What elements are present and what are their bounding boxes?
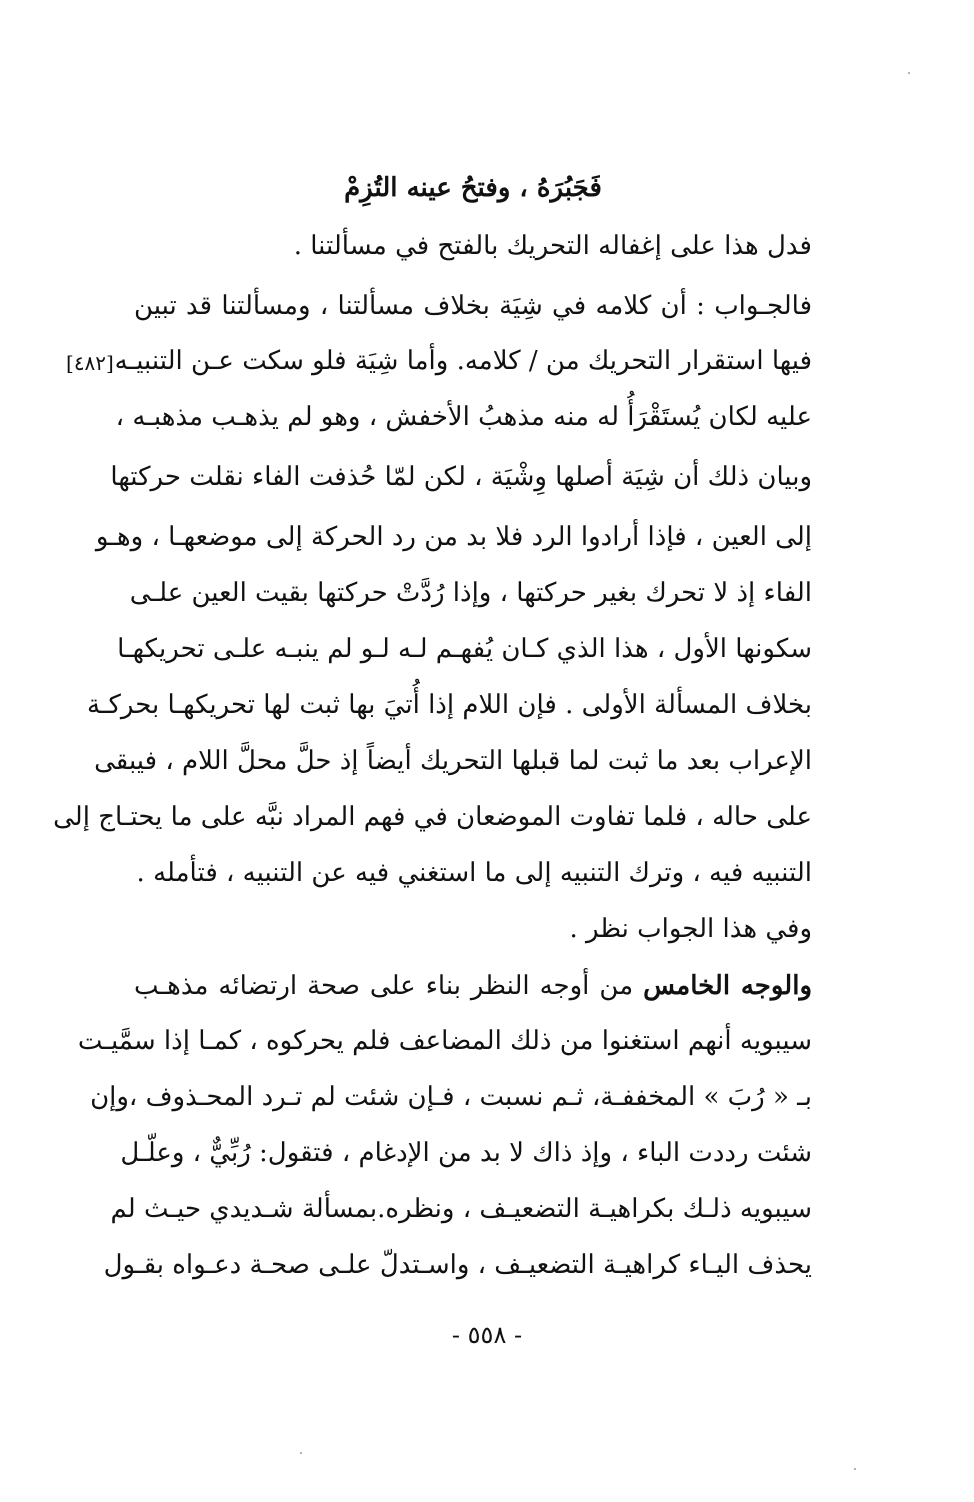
scan-speck [300,1452,302,1454]
text-line-17: شئت رددت الباء ، وإذ ذاك لا بد من الإدغام ، فتقول: رُبِّيٌّ ، وعلّـل [120,1138,812,1168]
text-line-6: إلى العين ، فإذا أرادوا الرد فلا بد من رد الحركة إلى موضعهـا ، وهـو [95,522,812,552]
text-line-1: فدل هذا على إغفاله التحريك بالفتح في مسألتنا . [293,231,812,261]
margin-page-reference: [٤٨٢] [66,351,114,375]
text-line-13: وفي هذا الجواب نظر . [569,914,812,944]
text-line-8: سكونها الأول ، هذا الذي كـان يُفهـم لـه لـو لم ينبـه علـى تحريكهـا [117,634,812,664]
text-line-3: فيها استقرار التحريك من / كلامه. وأما شِيَة فلو سكت عـن التنبيـه [114,346,812,376]
text-line-2: فالجـواب : أن كلامه في شِيَة بخلاف مسألتنا ، ومسألتنا قد تبين [134,291,812,321]
text-line-4: عليه لكان يُستَقْرَأُ له منه مذهبُ الأخفش ، وهو لم يذهـب مذهبـه ، [115,402,812,432]
text-line-15: سيبويه أنهم استغنوا من ذلك المضاعف فلم يحركوه ، كمـا إذا سمَّيـت [77,1026,812,1056]
scan-speck [908,72,910,74]
scan-speck [854,1468,856,1470]
section-lead-bold: والوجه الخامس [643,971,813,1001]
text-line-5: وبيان ذلك أن شِيَة أصلها وِشْيَة ، لكن لمّا حُذفت الفاء نقلت حركتها [110,462,812,492]
text-line-19: يحذف اليـاء كراهيـة التضعيـف ، واسـتدلّ علـى صحـة دعـواه بقـول [103,1250,812,1280]
text-line-9: بخلاف المسألة الأولى . فإن اللام إذا أُتيَ بها ثبت لها تحريكهـا بحركـة [86,690,812,720]
text-line-14 [134,966,812,1006]
page-number: - ٥٥٨ - [451,1321,523,1349]
section-lead-rest: من أوجه النظر بناء على صحة ارتضائه مذهـب [134,971,634,1001]
text-line-16: بـ « رُبَ » المخففـة، ثـم نسبت ، فـإن شئت لم تـرد المحـذوف ،وإن [90,1082,812,1112]
text-line-12: التنبيه فيه ، وترك التنبيه إلى ما استغني فيه عن التنبيه ، فتأمله . [136,858,812,888]
text-line-10: الإعراب بعد ما ثبت لما قبلها التحريك أيضاً إذ حلَّ محلَّ اللام ، فيبقى [94,746,812,776]
text-line-18: سيبويه ذلـك بكراهيـة التضعيـف ، ونظره.بمسألة شـديدي حيـث لم [110,1194,812,1224]
text-line-11: على حاله ، فلما تفاوت الموضعان في فهم المراد نبَّه على ما يحتـاج إلى [53,802,812,832]
verse-heading: فَجَبُرَهُ ، وفتحُ عينه التُزِمْ [344,173,602,203]
text-line-7: الفاء إذ لا تحرك بغير حركتها ، وإذا رُدَّتْ حركتها بقيت العين علـى [129,578,812,608]
